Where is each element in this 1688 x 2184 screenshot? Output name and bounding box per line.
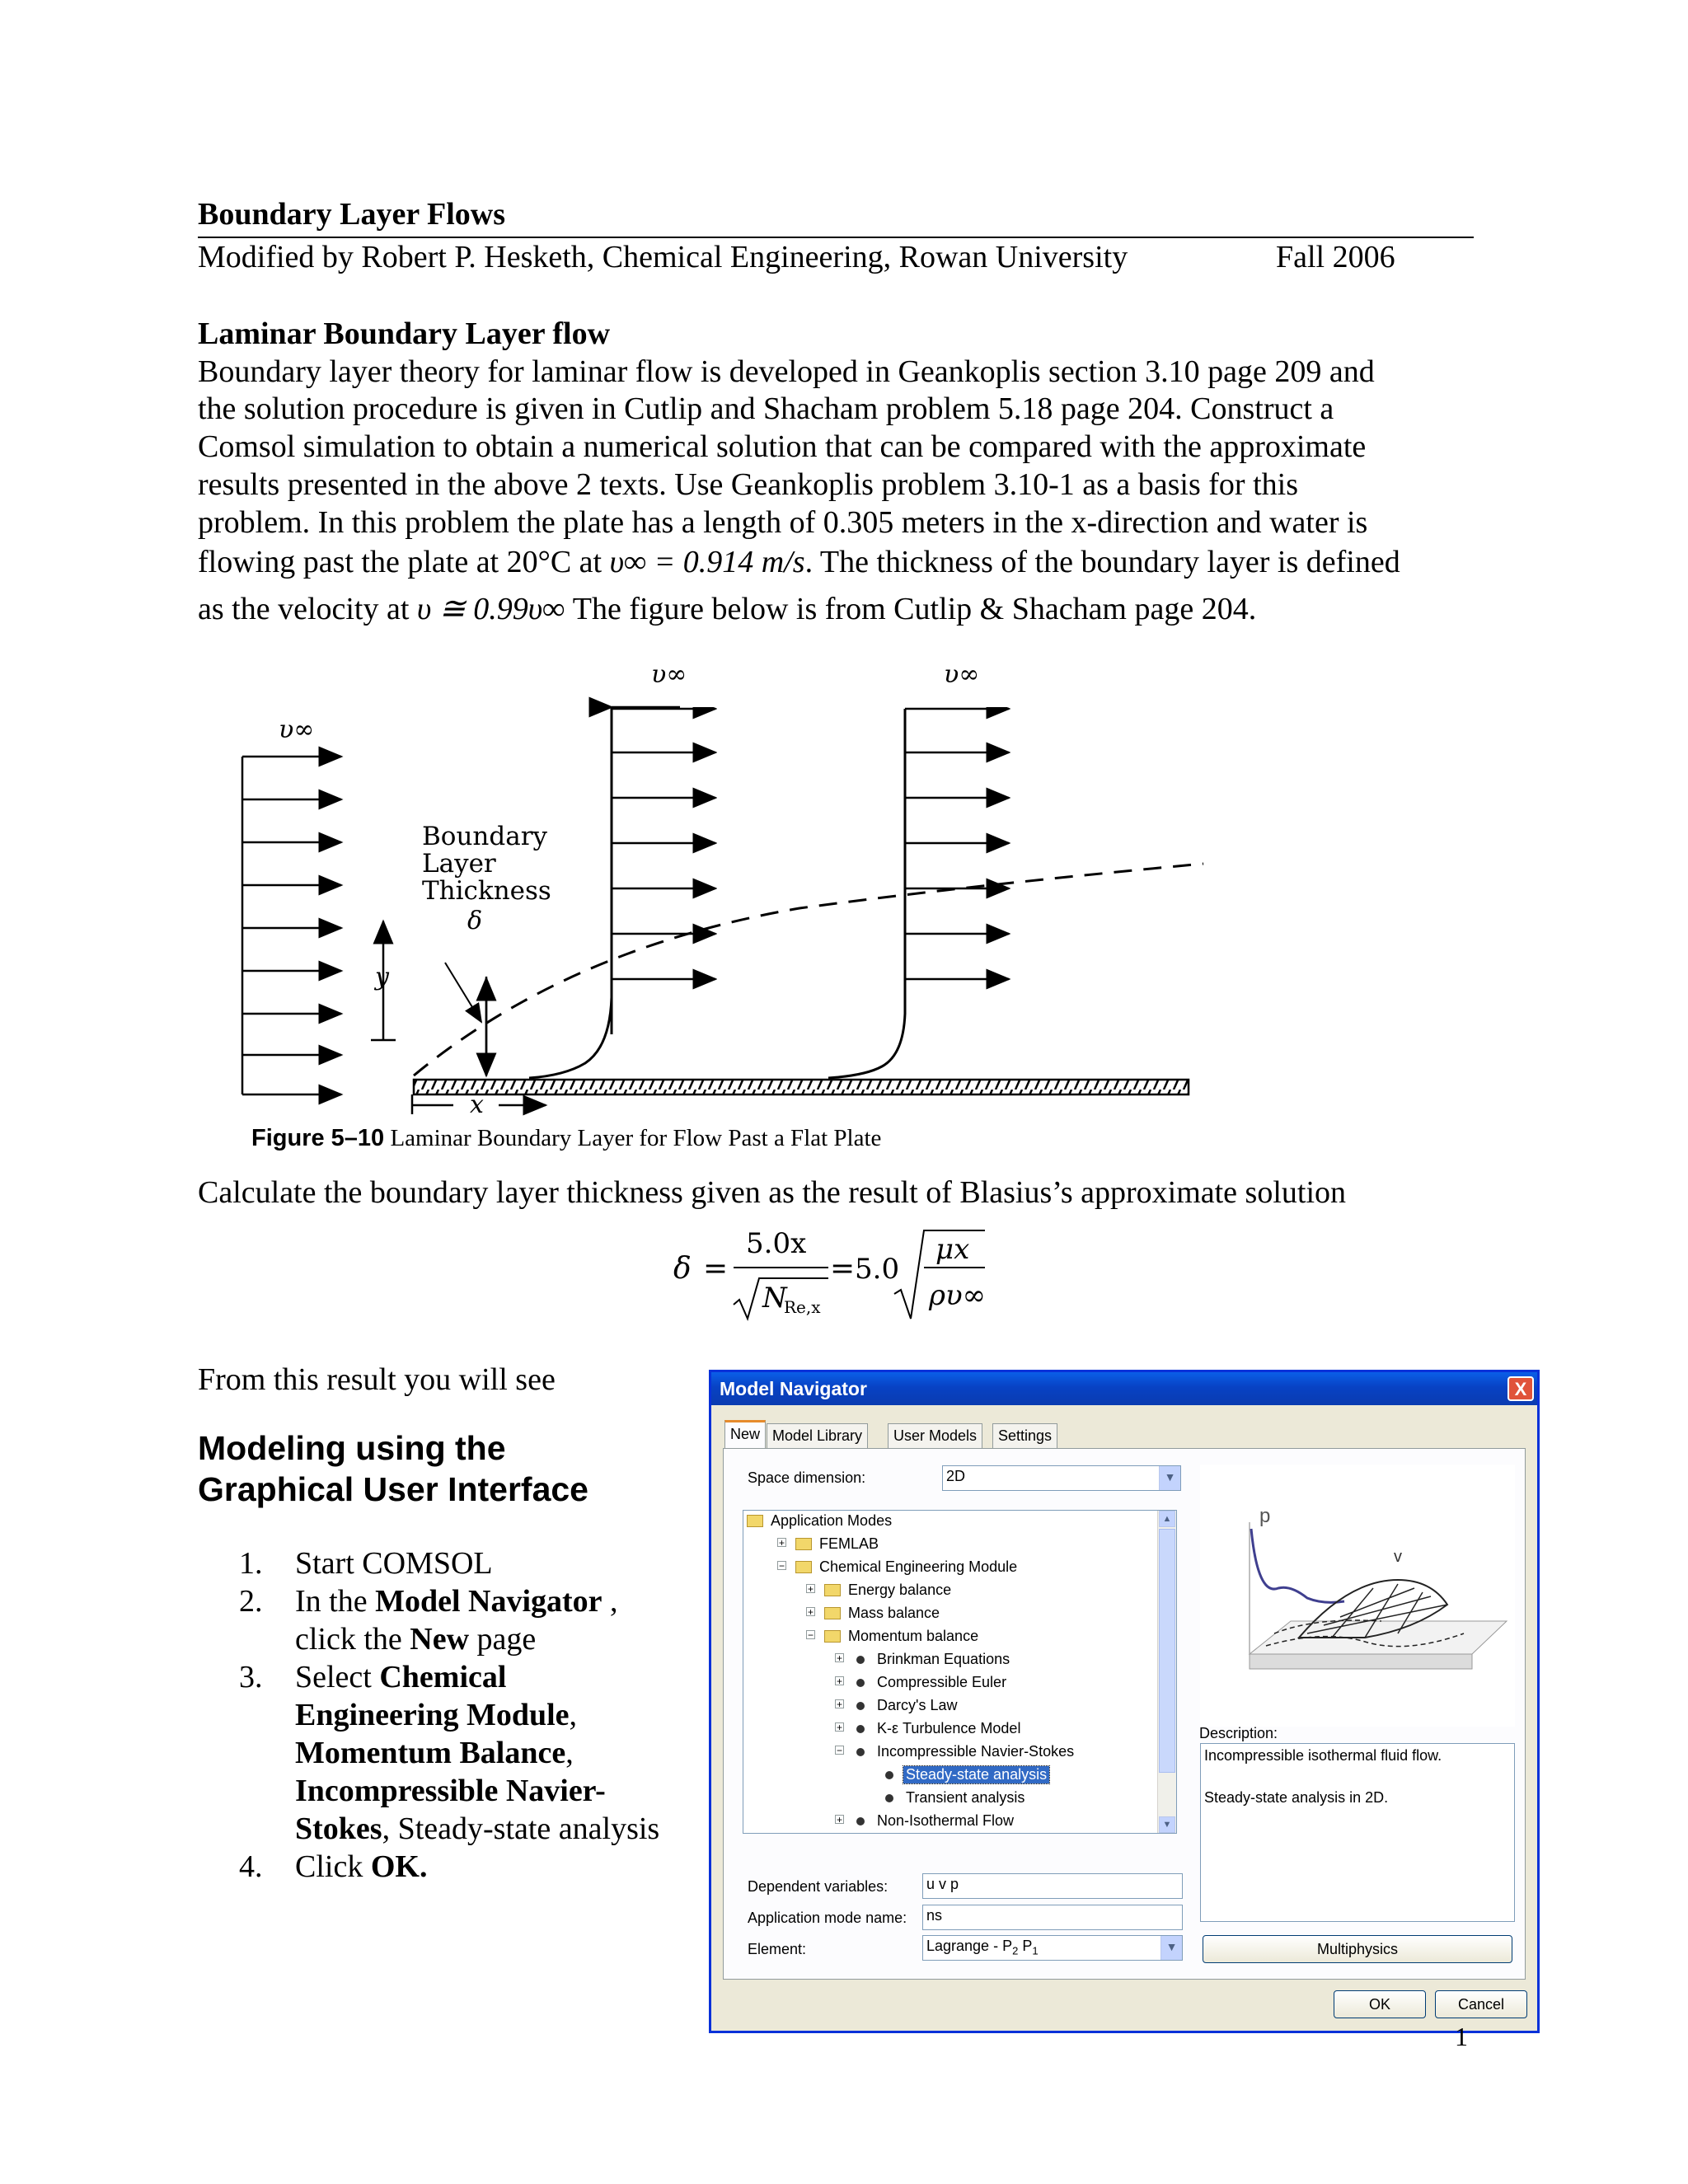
gui-heading-line: Graphical User Interface [198,1470,588,1508]
expand-icon[interactable]: + [778,1537,785,1549]
paragraph-line [198,590,1256,627]
label-thickness: Thickness [422,876,551,906]
expand-icon[interactable]: + [836,1675,842,1687]
description-line: Steady-state analysis in 2D. [1204,1789,1389,1806]
formula-coefficient: 5.0 [855,1253,900,1286]
bullet-icon [856,1725,865,1733]
tree-item-label: Steady-state analysis [903,1766,1049,1783]
tree-item[interactable] [743,1812,1156,1834]
tree-item[interactable] [743,1766,1156,1789]
step-number: 4. [239,1849,263,1884]
paragraph-text: The figure below is from Cutlip & Shacham page 204. [565,592,1257,626]
label-y: y [375,963,389,991]
tree-item[interactable] [743,1651,1156,1674]
step-text [295,1849,427,1885]
document-subtitle: Modified by Robert P. Hesketh, Chemical Engineering, Rowan University [198,240,1128,274]
free-stream-velocity-label: υ∞ [944,660,980,689]
space-dimension-value: 2D [946,1468,966,1484]
tab-user-models[interactable]: User Models [888,1423,982,1448]
expand-icon[interactable]: + [807,1606,814,1618]
document-title: Boundary Layer Flows [198,197,506,232]
profile-1-arrow-set [610,707,717,1086]
tab-settings[interactable]: Settings [992,1423,1057,1448]
step-bold-text: Model Navigator [375,1584,603,1619]
boundary-layer-figure [223,659,1236,1121]
collapse-icon[interactable]: − [778,1560,785,1572]
profile-2-arrow-set [903,707,1010,1086]
folder-icon [795,1538,812,1550]
paragraph-line: Boundary layer theory for laminar flow is developed in Geankoplis section 3.10 page 209 and [198,354,1375,389]
expand-icon[interactable]: + [836,1814,842,1825]
tree-item[interactable] [743,1720,1156,1743]
application-modes-tree[interactable] [743,1510,1177,1834]
formula-equals-2: = [830,1252,856,1286]
tree-item[interactable] [743,1582,1156,1605]
paragraph-line: problem. In this problem the plate has a length of 0.305 meters in the x-direction and water is [198,505,1368,540]
paragraph-text: as the velocity at [198,592,417,626]
formula-delta: δ [673,1252,692,1286]
preview-label-v: v [1394,1548,1402,1566]
tree-item-label: Momentum balance [848,1628,979,1644]
element-label: Element: [748,1941,807,1957]
step-plain-text: In the [295,1584,376,1619]
step-bold-text: New [410,1622,470,1657]
paragraph-line: the solution procedure is given in Cutlip and Shacham problem 5.18 page 204. Construct a [198,391,1334,426]
step-plain-text: , [569,1698,578,1732]
step-text [295,1735,574,1771]
bullet-icon [885,1771,893,1779]
paragraph-line [198,544,1400,580]
flat-plate [414,1080,1189,1094]
close-icon[interactable]: X [1507,1376,1534,1401]
tree-item-label: Incompressible Navier-Stokes [877,1743,1075,1760]
bullet-icon [856,1679,865,1687]
chevron-down-icon[interactable]: ▼ [1159,1466,1180,1490]
formula-numerator-1: 5.0x [746,1227,807,1260]
space-dimension-select[interactable] [942,1465,1181,1491]
tree-scrollbar[interactable] [1157,1511,1176,1833]
description-line: Incompressible isothermal fluid flow. [1204,1747,1442,1764]
step-plain-text: , [565,1736,574,1770]
formula-denominator-1: N [762,1282,787,1315]
document-term: Fall 2006 [1276,240,1395,274]
space-dimension-label: Space dimension: [748,1469,866,1486]
element-value: Lagrange - P [926,1938,1013,1954]
paragraph-line: results presented in the above 2 texts. Use Geankoplis problem 3.10-1 as a basis for this [198,467,1298,502]
expand-icon[interactable]: + [836,1652,842,1664]
step-text [295,1659,506,1695]
description-box [1200,1743,1515,1922]
step-text [295,1621,536,1657]
step-text [295,1773,606,1809]
scroll-thumb[interactable] [1159,1529,1175,1773]
step-plain-text: Start COMSOL [295,1546,493,1581]
bullet-icon [856,1748,865,1756]
formula-equals: = [703,1252,729,1286]
folder-icon [824,1630,841,1643]
preview-label-p: p [1259,1505,1271,1527]
expand-icon[interactable]: + [836,1699,842,1710]
paragraph-text: flowing past the plate at 20°C at [198,545,610,579]
tree-item[interactable] [743,1512,1156,1535]
folder-icon [747,1515,763,1527]
step-plain-text: , Steady-state analysis [382,1811,660,1846]
tree-item[interactable] [743,1535,1156,1558]
figure-caption-text: Laminar Boundary Layer for Flow Past a Flat Plate [390,1125,882,1151]
bullet-icon [856,1656,865,1664]
label-layer: Layer [422,849,496,879]
step-bold-text: Momentum Balance [295,1736,566,1770]
dialog-titlebar[interactable] [711,1372,1537,1405]
step-plain-text: , [602,1584,618,1619]
chevron-down-icon[interactable]: ▼ [1160,1936,1182,1960]
formula-denominator-2: ρυ∞ [929,1279,986,1312]
description-label: Description: [1199,1725,1278,1741]
tree-item[interactable] [743,1674,1156,1697]
tree-item[interactable] [743,1743,1156,1766]
bullet-icon [856,1702,865,1710]
section-heading: Laminar Boundary Layer flow [198,316,611,351]
header-rule [198,237,1474,238]
tree-item-label: FEMLAB [819,1535,879,1552]
velocity-criterion-equation: υ ≅ 0.99υ∞ [416,592,565,626]
calc-text: Calculate the boundary layer thickness given as the result of Blasius’s approximate solution [198,1175,1347,1210]
scroll-down-icon[interactable]: ▼ [1159,1816,1175,1833]
page-number: 1 [1455,2022,1468,2051]
folder-icon [824,1607,841,1619]
step-number: 3. [239,1660,263,1694]
tree-item-label: Brinkman Equations [877,1651,1010,1667]
tree-item-label: Compressible Euler [877,1674,1007,1690]
figure-number: Figure 5–10 [251,1125,385,1151]
step-plain-text: Click [295,1849,371,1884]
step-text [295,1583,618,1619]
step-plain-text: click the [295,1622,410,1657]
step-bold-text: Stokes [295,1811,382,1846]
label-boundary: Boundary [422,822,548,851]
free-stream-velocity-label: υ∞ [279,715,315,744]
step-bold-text: Incompressible Navier- [295,1774,606,1808]
step-plain-text: page [469,1622,537,1657]
velocity-profile-2 [828,709,905,1078]
step-text [295,1811,659,1847]
expand-icon[interactable]: + [807,1583,814,1595]
dependent-variables-input[interactable]: u v p [922,1873,1183,1899]
step-text [295,1697,577,1733]
tree-item[interactable] [743,1789,1156,1812]
free-stream-velocity-label: υ∞ [651,660,687,689]
tree-item-label: Non-Isothermal Flow [877,1812,1015,1829]
collapse-icon[interactable]: − [836,1745,842,1756]
step-bold-text: OK. [370,1849,428,1884]
dialog-title: Model Navigator [720,1378,867,1399]
multiphysics-button[interactable]: Multiphysics [1203,1935,1512,1963]
element-select[interactable] [922,1935,1183,1961]
folder-icon [795,1561,812,1573]
bullet-icon [856,1817,865,1825]
dependent-variables-label: Dependent variables: [748,1878,889,1895]
thickness-pointer [445,963,481,1022]
figure-caption [251,1125,881,1152]
tree-item[interactable] [743,1628,1156,1651]
free-stream-profile [242,757,341,1094]
step-number: 2. [239,1584,263,1619]
bullet-icon [885,1794,893,1802]
label-x: x [470,1090,484,1119]
ok-button[interactable]: OK [1334,1990,1426,2018]
formula-denominator-sub: Re,x [784,1297,821,1317]
tree-item-label: Darcy's Law [877,1697,958,1713]
step-text [295,1545,493,1582]
formula-numerator-2: μx [935,1233,970,1266]
app-mode-name-label: Application mode name: [748,1910,907,1926]
tree-item[interactable] [743,1697,1156,1720]
gui-heading-line: Modeling using the [198,1429,506,1467]
tree-item-label: Energy balance [848,1582,952,1598]
tab-model-library[interactable]: Model Library [767,1423,868,1448]
tree-item[interactable] [743,1558,1156,1582]
tree-item-label: Transient analysis [906,1789,1025,1806]
scroll-up-icon[interactable]: ▲ [1159,1511,1175,1527]
paragraph-text: . The thickness of the boundary layer is defined [804,545,1400,579]
from-result-text: From this result you will see [198,1362,556,1397]
tree-item-label: Chemical Engineering Module [819,1558,1018,1575]
tree-item[interactable] [743,1605,1156,1628]
element-value: P [1018,1938,1033,1954]
gui-heading [198,1427,588,1510]
velocity-equation: υ∞ = 0.914 m/s [609,545,805,579]
cancel-button[interactable]: Cancel [1435,1990,1527,2018]
model-navigator-dialog [709,1370,1540,2033]
element-sub: 1 [1032,1944,1039,1957]
tree-item-label: Application Modes [771,1512,893,1529]
tab-new[interactable]: New [724,1420,766,1449]
label-delta: δ [467,907,483,935]
model-preview-image [1200,1465,1515,1727]
step-bold-text: Engineering Module [295,1698,570,1732]
step-plain-text: Select [295,1660,380,1694]
step-number: 1. [239,1546,263,1581]
expand-icon[interactable]: + [836,1722,842,1733]
tree-item-label: K-ε Turbulence Model [877,1720,1021,1736]
paragraph-line: Comsol simulation to obtain a numerical solution that can be compared with the approximate [198,429,1367,464]
element-sub: 2 [1012,1944,1019,1957]
app-mode-name-input[interactable]: ns [922,1905,1183,1930]
tree-item-label: Mass balance [848,1605,940,1621]
step-bold-text: Chemical [379,1660,507,1694]
collapse-icon[interactable]: − [807,1629,814,1641]
blasius-formula [672,1224,1001,1323]
folder-icon [824,1584,841,1596]
